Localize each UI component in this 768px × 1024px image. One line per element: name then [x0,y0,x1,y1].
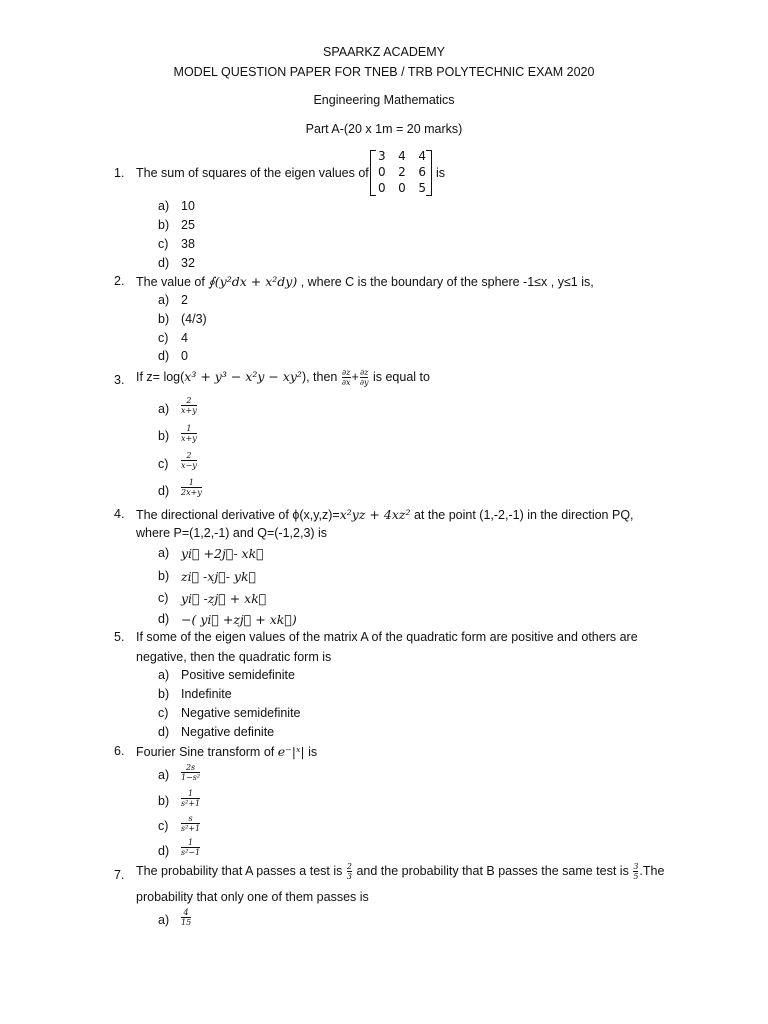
option-fraction: $\frac{2}{x-y}$ [181,451,197,470]
probability-fraction: $\frac{2}{3}$ [346,862,352,881]
option-fraction: $\frac{s}{\text{s²+1}}$ [181,814,201,833]
option-label: b) [158,218,170,232]
matrix [370,148,432,196]
question-text-line2: where P=(1,2,-1) and Q=(-1,2,3) is [136,526,328,540]
option-label: c) [158,706,169,720]
math-expression: x²yz + 4xz² [339,507,411,522]
option-label: d) [158,844,170,858]
option-value: −( yi⃗ +zj⃗ + xk⃗) [181,612,297,627]
matrix-row: 0 0 5 [378,181,426,195]
option-label: c) [158,819,169,833]
question-number: 6. [114,744,125,758]
option-value: Negative semidefinite [181,706,301,720]
math-expression: e⁻|ˣ| [277,744,305,759]
option-fraction: $\frac{4}{15}$ [181,908,192,927]
question-number: 3. [114,373,125,387]
option-fraction: $\frac{1}{2x+y}$ [181,478,202,497]
academy-name: SPAARKZ ACADEMY [322,45,446,59]
option-fraction: $\frac{1}{x+y}$ [181,424,197,443]
option-label: a) [158,402,170,416]
question-number: 5. [114,630,125,644]
option-value: 10 [181,199,195,213]
matrix-row: 3 4 4 [378,149,426,163]
partial-derivative: $\frac{\partial z}{\partial y}$ [359,368,369,387]
option-label: a) [158,768,170,782]
option-value: 2 [181,293,188,307]
option-label: a) [158,199,170,213]
option-label: b) [158,687,170,701]
option-label: b) [158,794,170,808]
question-text-line2: negative, then the quadratic form is [136,650,332,664]
question-number: 1. [114,166,125,180]
matrix-right-bracket [426,150,432,196]
option-fraction: $\frac{2}{x+y}$ [181,396,197,415]
option-value: (4/3) [181,312,207,326]
option-label: b) [158,429,170,443]
option-label: d) [158,612,170,626]
option-value: 4 [181,331,188,345]
question-text: If z= log(x³ + y³ − x²y − xy²), then $\frac{\partial z}{\partial x}$ + $\frac{\partial z}{\partial y}$ is equal to [136,368,430,387]
option-label: a) [158,546,170,560]
part-heading: Part A-(20 x 1m = 20 marks) [305,122,463,136]
option-value: Indefinite [181,687,232,701]
partial-derivative: $\frac{\partial z}{\partial x}$ [341,368,351,387]
option-label: a) [158,668,170,682]
matrix-row: 0 2 6 [378,165,426,179]
paper-title: MODEL QUESTION PAPER FOR TNEB / TRB POLYTECHNIC EXAM 2020 [173,65,595,79]
question-text: Fourier Sine transform of e⁻|ˣ| is [136,744,318,759]
option-label: c) [158,591,169,605]
option-fraction: $\frac{1}{\text{s²−1}}$ [181,838,201,857]
question-text: The value of ∮(y²dx + x²dy) , where C is the boundary of the sphere -1≤x , y≤1 is, [136,274,594,289]
option-label: b) [158,312,170,326]
question-number: 7. [114,868,125,882]
question-number: 2. [114,274,125,288]
math-expression: ∮(y²dx + x²dy) [208,274,298,289]
question-text: The probability that A passes a test is $\frac{2}{3}$ and the probability that B passes the same test is $\frac{3}{5}$ .The [136,862,665,881]
probability-fraction: $\frac{3}{5}$ [633,862,639,881]
option-value: Negative definite [181,725,275,739]
option-value: yi⃗ -zj⃗ + xk⃗ [181,591,267,606]
question-text: If some of the eigen values of the matrix A of the quadratic form are positive and others are [136,630,638,644]
question-text: The directional derivative of ϕ(x,y,z)=x²yz + 4xz² at the point (1,-2,-1) in the direction PQ, [136,507,634,522]
subject-title: Engineering Mathematics [313,93,455,107]
option-label: a) [158,293,170,307]
option-value: 38 [181,237,195,251]
option-label: c) [158,237,169,251]
matrix-left-bracket [370,150,376,196]
option-label: d) [158,484,170,498]
option-fraction: $\frac{2s}{\text{1−s²}}$ [181,763,201,782]
option-value: yi⃗ +2j⃗- xk⃗ [181,546,264,561]
option-label: b) [158,569,170,583]
option-label: a) [158,913,170,927]
option-label: d) [158,349,170,363]
question-number: 4. [114,507,125,521]
option-value: 25 [181,218,195,232]
option-label: c) [158,331,169,345]
option-label: d) [158,256,170,270]
math-expression: x³ + y³ − x²y − xy² [184,368,302,384]
option-value: 0 [181,349,188,363]
question-text-end: is [436,166,446,180]
option-fraction: $\frac{1}{\text{s²+1}}$ [181,789,201,808]
option-label: c) [158,457,169,471]
option-label: d) [158,725,170,739]
option-value: 32 [181,256,195,270]
option-value: zi⃗ -xj⃗- yk⃗ [181,569,257,584]
question-text: The sum of squares of the eigen values of [136,166,369,180]
question-text-line2: probability that only one of them passes is [136,890,369,904]
option-value: Positive semidefinite [181,668,295,682]
